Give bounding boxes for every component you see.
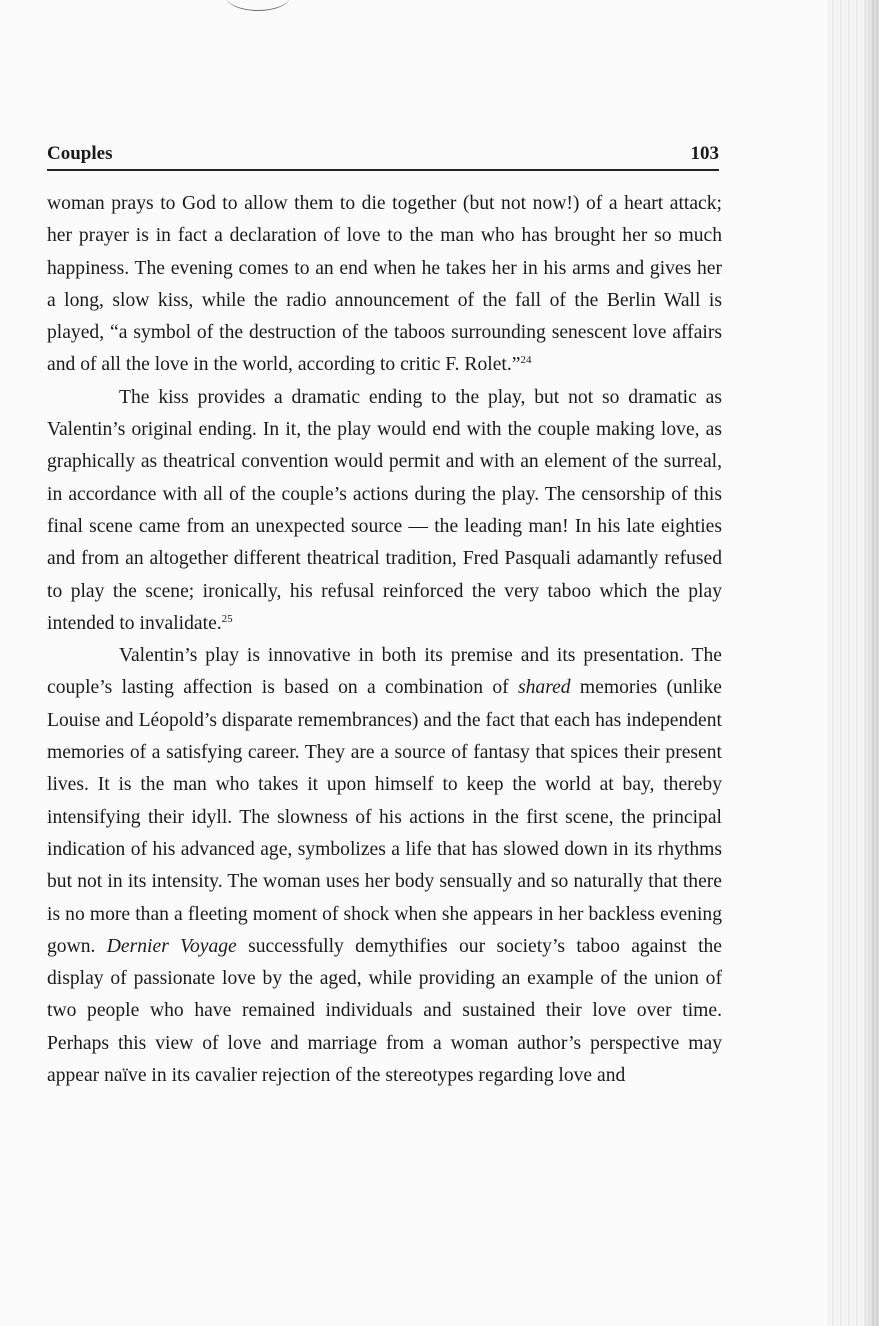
page-curl-mark bbox=[226, 0, 290, 11]
text-run: memories (unlike Louise and Léopold’s disparate remembrances) and the fact that each has independent memories of a satisfying career. They are a source of fantasy that spices their present lives. It is the man who takes it upon himself to keep the world at bay, thereby intensifying their idyll. The slowness of his actions in the first scene, the principal indication of his advanced age, symbolizes a life that has slowed down in its rhythms but not in its intensity. The woman uses her body sensually and so naturally that there is no more than a fleeting moment of shock when she appears in her backless evening gown. bbox=[47, 677, 723, 957]
italic-text: Dernier Voyage bbox=[106, 935, 237, 957]
italic-text: shared bbox=[517, 677, 571, 699]
text-run: woman prays to God to allow them to die together (but not now!) of a heart attack; her prayer is in fact a declaration of love to the man who has brought her so much happiness. The evening comes to an end when he takes her in his arms and gives her a long, slow kiss, while the radio announcement of the fall of the Berlin Wall is played, “a symbol of the destruction of the taboos surrounding senescent love affairs and of all the love in the world, according to critic F. Rolet.” bbox=[47, 193, 722, 376]
footnote-marker: 25 bbox=[221, 612, 233, 625]
footnote-marker: 24 bbox=[520, 354, 532, 367]
paragraph bbox=[47, 382, 722, 640]
running-head: Couples bbox=[47, 143, 113, 164]
page-header bbox=[47, 141, 719, 171]
page-edge-shadow bbox=[827, 0, 879, 1326]
text-run: successfully demythifies our society’s taboo against the display of passionate love by the aged, while providing an example of the union of two people who have remained individuals and sustained their love over time. Perhaps this view of love and marriage from a woman author’s perspective may appear naïve in its cavalier rejection of the stereotypes regarding love and bbox=[47, 935, 723, 1087]
page-number: 103 bbox=[690, 143, 719, 164]
paragraph bbox=[47, 640, 722, 1092]
text-run: Valentin’s play is innovative in both its premise and its presentation. The couple’s lasting affection is based on a combination of bbox=[47, 645, 722, 699]
body-text bbox=[47, 188, 722, 1092]
paragraph bbox=[47, 188, 722, 382]
text-run: The kiss provides a dramatic ending to the play, but not so dramatic as Valentin’s original ending. In it, the play would end with the couple making love, as graphically as theatrical convention would permit and with an element of the surreal, in accordance with all of the couple’s actions during the play. The censorship of this final scene came from an unexpected source — the leading man! In his late eighties and from an altogether different theatrical tradition, Fred Pasquali adamantly refused to play the scene; ironically, his refusal reinforced the very taboo which the play intended to invalidate. bbox=[47, 386, 722, 634]
